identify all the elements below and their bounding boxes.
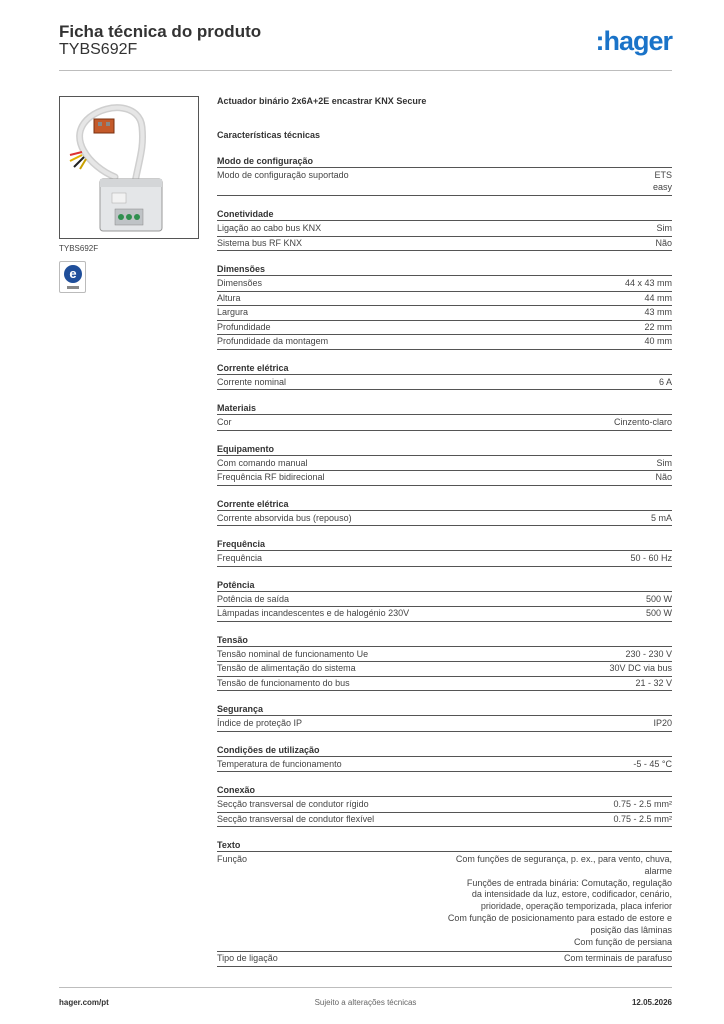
spec-row — [217, 851, 672, 952]
section-title: Dimensões — [217, 264, 266, 274]
footer-website[interactable]: hager.com/pt — [59, 998, 109, 1007]
spec-label: Profundidade — [217, 321, 271, 332]
spec-row — [217, 455, 672, 472]
spec-value — [644, 322, 672, 334]
spec-value — [657, 223, 673, 235]
spec-value — [633, 759, 672, 771]
spec-value — [653, 718, 672, 730]
spec-value — [644, 336, 672, 348]
spec-value-line: Sim — [656, 223, 672, 233]
footer-date: 12.05.2026 — [631, 998, 672, 1007]
spec-row — [217, 334, 672, 350]
spec-value-line: 5 mA — [650, 512, 672, 523]
spec-value-line: Cinzento-claro — [613, 417, 672, 427]
spec-row — [217, 715, 672, 732]
spec-row — [217, 756, 672, 773]
spec-value-line: IP20 — [653, 718, 672, 728]
spec-value-line: 44 mm — [644, 292, 672, 303]
section-title: Modo de configuração — [217, 156, 314, 166]
spec-value — [609, 663, 672, 675]
spec-value-line: da intensidade da luz, estore, codificador, cenário, — [471, 889, 672, 900]
section-title: Segurança — [217, 704, 264, 714]
spec-value-line: Com funções de segurança, p. ex., para vento, chuva, — [455, 854, 672, 864]
spec-row — [217, 646, 672, 663]
product-photo — [59, 96, 199, 239]
spec-row — [217, 510, 672, 527]
spec-value-line: 43 mm — [644, 307, 672, 317]
spec-row — [217, 661, 672, 677]
spec-row — [217, 951, 672, 967]
spec-label: Temperatura de funcionamento — [217, 758, 342, 769]
spec-value-line: -5 - 45 °C — [633, 758, 672, 769]
spec-value-line: Funções de entrada binária: Comutação, regulação — [466, 877, 672, 888]
spec-value — [659, 377, 672, 389]
spec-value-line: alarme — [644, 865, 672, 876]
tech-heading: Características técnicas — [217, 130, 321, 140]
spec-value-line: 500 W — [645, 593, 672, 604]
spec-value — [653, 170, 672, 194]
spec-value — [655, 238, 672, 250]
section-title: Corrente elétrica — [217, 498, 289, 509]
spec-value-line: ETS — [654, 170, 672, 180]
spec-label: Lâmpadas incandescentes e de halogénio 230V — [217, 608, 410, 618]
spec-label: Largura — [217, 307, 249, 317]
spec-row — [217, 236, 672, 252]
spec-label: Tipo de ligação — [217, 953, 278, 963]
spec-value-line: 50 - 60 Hz — [630, 553, 672, 563]
spec-value — [630, 553, 672, 565]
spec-label: Tensão de alimentação do sistema — [217, 663, 356, 673]
spec-value-line: easy — [652, 181, 672, 192]
page-footer — [59, 987, 672, 1008]
spec-value — [635, 678, 672, 690]
spec-value — [655, 472, 672, 484]
spec-value — [613, 799, 672, 811]
spec-value-line: 500 W — [645, 608, 672, 618]
spec-value — [448, 854, 672, 948]
energy-label-e-icon: e — [59, 261, 86, 293]
spec-value-line: Com função de posicionamento para estado de estore e — [447, 912, 672, 923]
spec-value-line: Com função de persiana — [573, 936, 672, 947]
spec-value — [644, 293, 672, 305]
spec-value — [644, 307, 672, 319]
spec-row — [217, 812, 672, 828]
spec-label: Profundidade da montagem — [217, 336, 329, 346]
section-title: Condições de utilização — [217, 744, 320, 755]
spec-label: Frequência RF bidirecional — [217, 472, 325, 482]
spec-row — [217, 676, 672, 692]
spec-label: Ligação ao cabo bus KNX — [217, 223, 322, 233]
spec-value-line: 230 - 230 V — [625, 648, 672, 659]
spec-row — [217, 550, 672, 567]
spec-value-line: 44 x 43 mm — [624, 278, 672, 288]
section-title: Texto — [217, 840, 241, 850]
spec-value — [651, 513, 672, 525]
spec-label: Tensão de funcionamento do bus — [217, 677, 350, 688]
spec-value — [614, 417, 672, 429]
spec-value — [646, 608, 672, 620]
spec-label: Potência de saída — [217, 593, 290, 604]
spec-row — [217, 220, 672, 237]
spec-value-line: Não — [655, 237, 672, 248]
spec-value — [564, 953, 672, 965]
spec-label: Com comando manual — [217, 457, 308, 468]
photo-caption: TYBS692F — [59, 244, 99, 253]
spec-label: Secção transversal de condutor rígido — [217, 799, 369, 809]
spec-value — [625, 278, 672, 290]
spec-label: Função — [217, 854, 248, 864]
spec-value-line: 22 mm — [644, 321, 672, 332]
product-name: Actuador binário 2x6A+2E encastrar KNX Secure — [217, 96, 427, 106]
spec-label: Corrente nominal — [217, 376, 287, 387]
spec-row — [217, 796, 672, 813]
section-title: Tensão — [217, 634, 248, 645]
spec-value-line: prioridade, operação temporizada, placa inferior — [480, 901, 672, 912]
spec-label: Índice de proteção IP — [217, 718, 303, 728]
spec-row — [217, 414, 672, 431]
spec-label: Modo de configuração suportado — [217, 170, 349, 180]
spec-value-line: Não — [655, 472, 672, 482]
spec-value-line: 0.75 - 2.5 mm² — [613, 799, 672, 809]
section-title: Conexão — [217, 785, 256, 795]
spec-label: Secção transversal de condutor flexível — [217, 813, 375, 824]
spec-label: Tensão nominal de funcionamento Ue — [217, 648, 369, 659]
section-title: Corrente elétrica — [217, 362, 289, 373]
spec-value-line: posição das lâminas — [590, 924, 672, 935]
spec-value-line: 40 mm — [644, 336, 672, 346]
spec-label: Altura — [217, 292, 241, 303]
spec-value-line: 21 - 32 V — [635, 677, 672, 688]
spec-row — [217, 167, 672, 196]
spec-value-line: 30V DC via bus — [609, 663, 672, 673]
spec-value — [625, 649, 672, 661]
spec-row — [217, 591, 672, 608]
spec-value-line: 6 A — [658, 376, 672, 387]
section-title: Materiais — [217, 403, 257, 413]
spec-value-line: Sim — [656, 457, 672, 468]
spec-label: Dimensões — [217, 278, 263, 288]
section-title: Equipamento — [217, 443, 275, 454]
spec-value — [646, 594, 672, 606]
spec-row — [217, 320, 672, 336]
spec-label: Cor — [217, 417, 232, 427]
section-title: Frequência — [217, 539, 266, 549]
spec-label: Corrente absorvida bus (repouso) — [217, 512, 352, 523]
section-title: Potência — [217, 579, 255, 590]
product-image-icon — [60, 97, 198, 238]
spec-value — [657, 458, 673, 470]
page-title: Ficha técnica do produto — [59, 22, 262, 41]
spec-row — [217, 305, 672, 321]
spec-row — [217, 291, 672, 307]
hager-logo: :hager — [595, 26, 672, 56]
page-header — [59, 20, 672, 71]
spec-label: Frequência — [217, 553, 263, 563]
spec-row — [217, 470, 672, 486]
footer-notice: Sujeito a alterações técnicas — [314, 998, 417, 1007]
spec-value — [613, 814, 672, 826]
spec-row — [217, 606, 672, 622]
spec-row — [217, 374, 672, 391]
spec-value-line: Com terminais de parafuso — [563, 953, 672, 963]
spec-label: Sistema bus RF KNX — [217, 237, 303, 248]
section-title: Conetividade — [217, 209, 274, 219]
spec-value-line: 0.75 - 2.5 mm² — [613, 813, 672, 824]
product-reference: TYBS692F — [59, 41, 138, 58]
spec-row — [217, 275, 672, 292]
